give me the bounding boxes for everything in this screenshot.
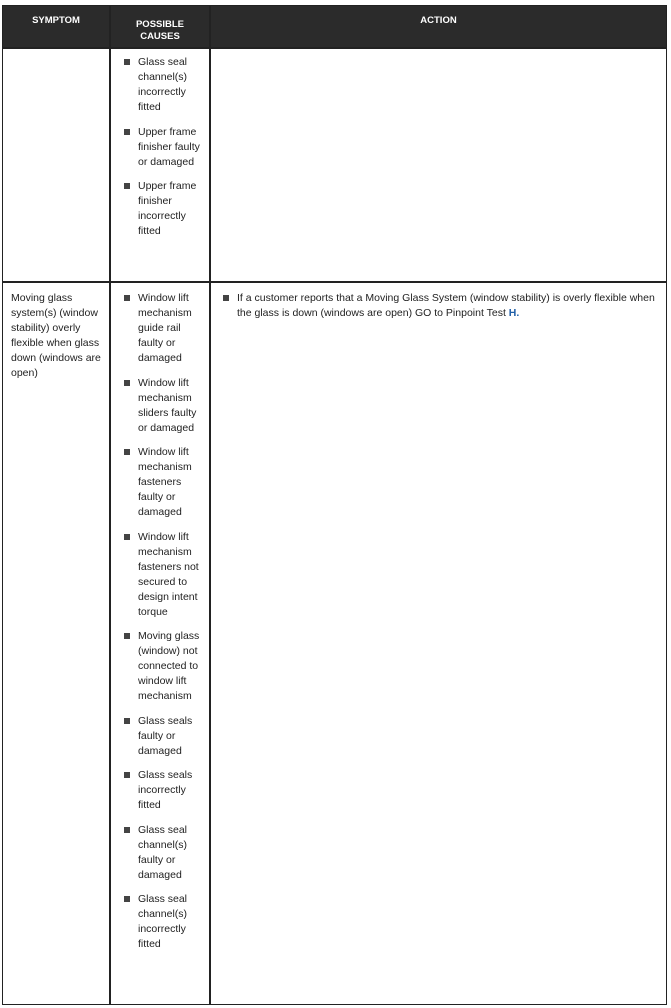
square-bullet-icon: [124, 295, 130, 301]
header-symptom: SYMPTOM: [32, 15, 80, 26]
list-item: Window lift mechanism guide rail faulty or damaged: [118, 291, 204, 366]
action-text: If a customer reports that a Moving Glass System (window stability) is overly flexible when the glass is down (windows are open) GO to Pinpoint Test: [237, 292, 655, 319]
header-action: ACTION: [420, 15, 457, 26]
square-bullet-icon: [124, 718, 130, 724]
square-bullet-icon: [124, 827, 130, 833]
row1-causes-list: [118, 55, 204, 239]
square-bullet-icon: [124, 449, 130, 455]
header-causes-line1: POSSIBLE: [135, 19, 185, 30]
list-item: Upper frame finisher incorrectly fitted: [118, 179, 204, 239]
list-item: Glass seals incorrectly fitted: [118, 768, 204, 813]
row2-action: [217, 291, 657, 321]
list-item: Window lift mechanism fasteners faulty or damaged: [118, 445, 204, 520]
list-item: Glass seal channel(s) incorrectly fitted: [118, 892, 204, 952]
square-bullet-icon: [124, 380, 130, 386]
square-bullet-icon: [223, 295, 229, 301]
square-bullet-icon: [124, 633, 130, 639]
list-item: Glass seals faulty or damaged: [118, 714, 204, 759]
list-item: Glass seal channel(s) faulty or damaged: [118, 823, 204, 883]
row1-symptom: [3, 49, 109, 61]
header-possible-causes: [111, 6, 209, 47]
row1-causes: [118, 55, 204, 249]
square-bullet-icon: [124, 772, 130, 778]
row-divider: [3, 281, 666, 283]
square-bullet-icon: [124, 59, 130, 65]
row2-symptom: Moving glass system(s) (window stability) overly flexible when glass down (windows are open): [11, 292, 101, 379]
action-end: .: [516, 307, 520, 319]
diagnosis-table: [2, 5, 667, 1005]
list-item: Moving glass (window) not connected to window lift mechanism: [118, 629, 204, 704]
table-header: [3, 6, 666, 47]
row2-causes-list: [118, 291, 204, 952]
row2-causes: [118, 291, 204, 962]
square-bullet-icon: [124, 896, 130, 902]
column-divider: [209, 6, 211, 1004]
header-causes-line2: CAUSES: [140, 31, 180, 42]
list-item: Window lift mechanism sliders faulty or damaged: [118, 376, 204, 436]
square-bullet-icon: [124, 183, 130, 189]
square-bullet-icon: [124, 129, 130, 135]
square-bullet-icon: [124, 534, 130, 540]
list-item: Window lift mechanism fasteners not secured to design intent torque: [118, 530, 204, 620]
pinpoint-test-link[interactable]: H: [508, 307, 517, 319]
list-item: Upper frame finisher faulty or damaged: [118, 125, 204, 170]
column-divider: [109, 6, 111, 1004]
list-item: Glass seal channel(s) incorrectly fitted: [118, 55, 204, 115]
